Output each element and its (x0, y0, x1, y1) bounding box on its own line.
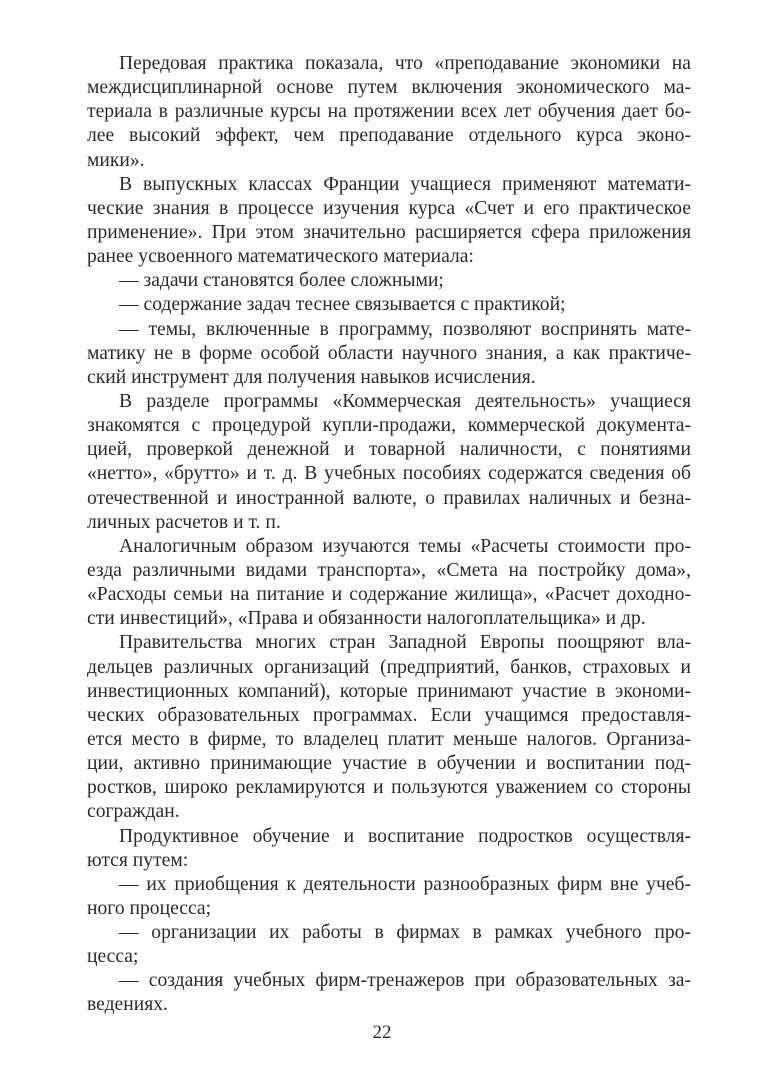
text-line: цией, проверкой денежной и товарной наличности, с понятиями (87, 439, 691, 461)
text-line: сти инвестиций», «Права и обязанности налогоплательщика» и др. (87, 608, 646, 630)
paragraph-first-line: — содержание задач теснее связывается с практикой; (119, 294, 566, 316)
paragraph-first-line: Аналогичным образом изучаются темы «Расчеты стоимости про- (119, 535, 691, 557)
paragraph-first-line: В выпускных классах Франции учащиеся применяют математи- (119, 173, 691, 195)
text-line: ного процесса; (87, 897, 212, 919)
text-line: лее высокий эффект, чем преподавание отдельного курса эконо- (87, 125, 691, 147)
paragraph-first-line: — создания учебных фирм-тренажеров при образовательных за- (119, 970, 691, 992)
text-line: отечественной и иностранной валюте, о правилах наличных и безна- (87, 487, 691, 509)
text-line: ранее усвоенного математического материала: (87, 246, 474, 268)
paragraph-first-line: — задачи становятся более сложными; (119, 270, 444, 292)
text-line: знакомятся с процедурой купли-продажи, коммерческой документа- (87, 415, 691, 437)
paragraph-first-line: Правительства многих стран Западной Европы поощряют вла- (119, 632, 691, 654)
text-line: «нетто», «брутто» и т. д. В учебных пособиях содержатся сведения об (87, 463, 691, 485)
text-line: личных расчетов и т. п. (87, 511, 281, 533)
text-line: ский инструмент для получения навыков исчисления. (87, 366, 536, 388)
text-line: сограждан. (87, 801, 180, 823)
paragraph-first-line: Передовая практика показала, что «преподавание экономики на (119, 53, 691, 74)
text-line: «Расходы семьи на питание и содержание жилища», «Расчет доходно- (87, 584, 691, 606)
text-line: цесса; (87, 946, 139, 968)
text-line: ции, активно принимающие участие в обучении и воспитании под- (87, 753, 691, 775)
text-line: ческих образовательных программах. Если учащимся предоставля- (87, 704, 691, 726)
paragraph-first-line: В разделе программы «Коммерческая деятельность» учащиеся (119, 390, 691, 412)
paragraph-first-line: — организации их работы в фирмах в рамках учебного про- (119, 922, 691, 944)
text-line: матику не в форме особой области научного знания, а как практиче- (87, 342, 691, 364)
text-line: мики». (87, 149, 145, 171)
paragraph-first-line: Продуктивное обучение и воспитание подростков осуществля- (119, 825, 691, 847)
text-line: ведениях. (87, 994, 168, 1016)
text-line: езда различными видами транспорта», «Смета на постройку дома», (87, 559, 691, 581)
text-line: ростков, широко рекламируются и пользуются уважением со стороны (87, 777, 691, 799)
text-line: ются путем: (87, 849, 189, 871)
paragraph-first-line: — темы, включенные в программу, позволяют воспринять мате- (119, 318, 691, 340)
page-number: 22 (372, 1022, 392, 1043)
text-line: применение». При этом значительно расширяется сфера приложения (87, 221, 691, 243)
text-line: дельцев различных организаций (предприятий, банков, страховых и (87, 656, 691, 678)
paragraph-first-line: — их приобщения к деятельности разнообразных фирм вне учеб- (119, 873, 691, 895)
text-line: териала в различные курсы на протяжении всех лет обучения дает бо- (87, 101, 691, 123)
text-line: ется место в фирме, то владелец платит меньше налогов. Организа- (87, 728, 691, 750)
text-line: междисциплинарной основе путем включения экономического ма- (87, 77, 691, 99)
text-line: ческие знания в процессе изучения курса «Счет и его практическое (87, 197, 691, 219)
body-text (87, 52, 691, 1018)
text-line: инвестиционных компаний), которые принимают участие в экономи- (87, 680, 691, 702)
